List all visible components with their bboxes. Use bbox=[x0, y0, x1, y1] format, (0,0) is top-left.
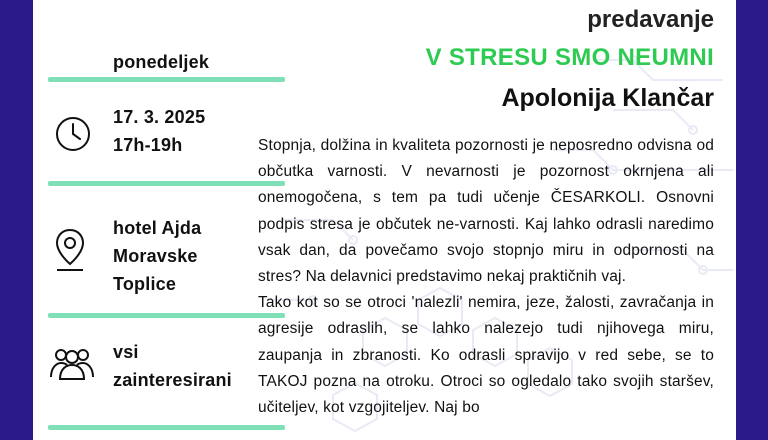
venue-line: Toplice bbox=[113, 274, 177, 294]
divider bbox=[48, 77, 285, 82]
location-pin-icon bbox=[53, 226, 87, 274]
event-card bbox=[33, 0, 736, 440]
venue-line: hotel Ajda bbox=[113, 218, 202, 238]
divider bbox=[48, 313, 285, 318]
event-time: 17h-19h bbox=[113, 135, 183, 155]
event-date: 17. 3. 2025 bbox=[113, 107, 206, 127]
audience-line: zainteresirani bbox=[113, 370, 232, 390]
description bbox=[258, 133, 714, 421]
description-paragraph: Stopnja, dolžina in kvaliteta pozornosti je neposredno odvisna od občutka varnosti. V nevarnosti je pozornost okrnjena ali onemogočena, s tem pa tudi učenje ČESARKOLI. Osnovni podpis stresa je občutek ne-varnosti. Kaj lahko odrasli naredimo vsak dan, da povečamo svojo stopnjo miru in odpornosti na stres? Na delavnici predstavimo nekaj praktičnih vaj. bbox=[258, 137, 714, 286]
divider bbox=[48, 425, 285, 430]
date-time bbox=[113, 103, 205, 159]
venue-line: Moravske bbox=[113, 246, 198, 266]
clock-icon bbox=[53, 114, 93, 154]
event-type: predavanje bbox=[587, 6, 714, 33]
event-title: V STRESU SMO NEUMNI bbox=[425, 44, 714, 71]
audience-line: vsi bbox=[113, 342, 139, 362]
speaker-name: Apolonija Klančar bbox=[501, 84, 714, 112]
venue bbox=[113, 214, 201, 298]
people-group-icon bbox=[47, 345, 97, 381]
day-label: ponedeljek bbox=[113, 52, 210, 72]
divider bbox=[48, 181, 285, 186]
audience bbox=[113, 338, 232, 394]
description-paragraph: Tako kot so se otroci 'nalezli' nemira, jeze, žalosti, zavračanja in agresije odraslih, se lahko nalezejo tudi njihovega miru, zaupanja in zbranosti. Ko odrasli spravijo v red sebe, se to TAKOJ pozna na otroku. Otroci so ogledalo tako svojih staršev, učiteljev, kot vzgojiteljev. Naj bo bbox=[258, 294, 714, 417]
